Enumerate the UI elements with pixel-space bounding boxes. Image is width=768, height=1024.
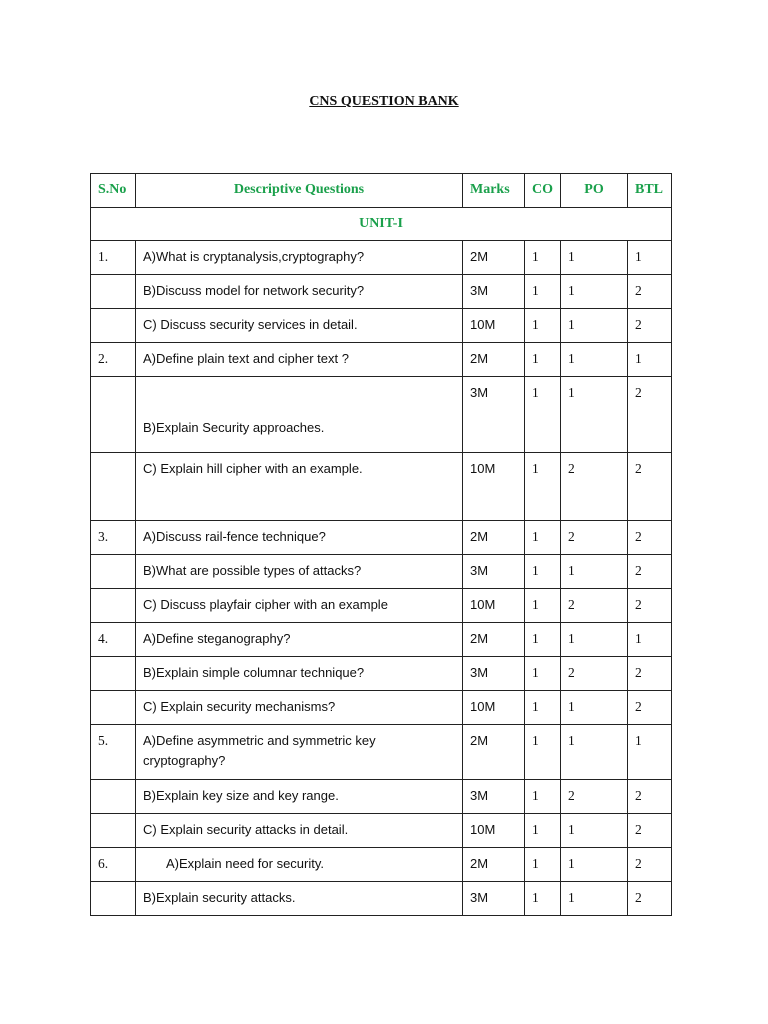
cell-sno xyxy=(91,691,136,725)
cell-co: 1 xyxy=(525,453,561,521)
cell-po: 1 xyxy=(561,241,628,275)
cell-co: 1 xyxy=(525,241,561,275)
cell-btl: 2 xyxy=(628,377,672,453)
cell-q: B)Discuss model for network security? xyxy=(136,275,463,309)
table-row xyxy=(91,623,672,657)
table-row xyxy=(91,343,672,377)
document-title xyxy=(0,94,768,110)
cell-co: 1 xyxy=(525,657,561,691)
cell-btl: 2 xyxy=(628,780,672,814)
cell-q: A)What is cryptanalysis,cryptography? xyxy=(136,241,463,275)
cell-marks: 10M xyxy=(463,691,525,725)
table-row xyxy=(91,377,672,453)
table-row xyxy=(91,521,672,555)
cell-btl: 2 xyxy=(628,848,672,882)
cell-marks: 10M xyxy=(463,453,525,521)
cell-co: 1 xyxy=(525,814,561,848)
cell-co: 1 xyxy=(525,882,561,916)
cell-po: 2 xyxy=(561,589,628,623)
cell-sno xyxy=(91,814,136,848)
header-co: CO xyxy=(525,174,561,208)
cell-btl: 2 xyxy=(628,691,672,725)
cell-po: 1 xyxy=(561,623,628,657)
cell-sno xyxy=(91,780,136,814)
table-row xyxy=(91,241,672,275)
cell-sno: 1. xyxy=(91,241,136,275)
cell-co: 1 xyxy=(525,521,561,555)
cell-sno xyxy=(91,453,136,521)
cell-co: 1 xyxy=(525,780,561,814)
cell-q: A)Define plain text and cipher text ? xyxy=(136,343,463,377)
title-text: CNS QUESTION BANK xyxy=(309,94,459,109)
table-row xyxy=(91,882,672,916)
cell-po: 1 xyxy=(561,343,628,377)
cell-marks: 2M xyxy=(463,623,525,657)
cell-q: B)Explain key size and key range. xyxy=(136,780,463,814)
table-row xyxy=(91,453,672,521)
cell-q: B)Explain security attacks. xyxy=(136,882,463,916)
table-row xyxy=(91,691,672,725)
cell-po: 1 xyxy=(561,848,628,882)
cell-btl: 2 xyxy=(628,882,672,916)
cell-po: 1 xyxy=(561,377,628,453)
cell-q: C) Discuss playfair cipher with an example xyxy=(136,589,463,623)
cell-marks: 3M xyxy=(463,275,525,309)
cell-co: 1 xyxy=(525,848,561,882)
cell-marks: 3M xyxy=(463,657,525,691)
cell-co: 1 xyxy=(525,691,561,725)
table-row xyxy=(91,657,672,691)
cell-sno xyxy=(91,657,136,691)
cell-co: 1 xyxy=(525,589,561,623)
header-sno: S.No xyxy=(91,174,136,208)
cell-btl: 2 xyxy=(628,589,672,623)
cell-co: 1 xyxy=(525,377,561,453)
cell-po: 2 xyxy=(561,657,628,691)
cell-marks: 2M xyxy=(463,848,525,882)
header-questions: Descriptive Questions xyxy=(136,174,463,208)
unit-row xyxy=(91,208,672,241)
cell-btl: 1 xyxy=(628,241,672,275)
cell-q: C) Explain security mechanisms? xyxy=(136,691,463,725)
cell-marks: 2M xyxy=(463,521,525,555)
cell-po: 1 xyxy=(561,725,628,780)
cell-btl: 2 xyxy=(628,814,672,848)
cell-q: A)Explain need for security. xyxy=(136,848,463,882)
unit-label: UNIT-I xyxy=(91,208,672,241)
table-row xyxy=(91,589,672,623)
cell-co: 1 xyxy=(525,623,561,657)
cell-sno xyxy=(91,555,136,589)
header-po: PO xyxy=(561,174,628,208)
cell-po: 1 xyxy=(561,309,628,343)
cell-marks: 3M xyxy=(463,377,525,453)
cell-sno xyxy=(91,275,136,309)
cell-sno xyxy=(91,589,136,623)
header-marks: Marks xyxy=(463,174,525,208)
cell-marks: 2M xyxy=(463,343,525,377)
table-row xyxy=(91,309,672,343)
cell-q: A)Discuss rail-fence technique? xyxy=(136,521,463,555)
table-row xyxy=(91,814,672,848)
cell-co: 1 xyxy=(525,343,561,377)
cell-sno xyxy=(91,377,136,453)
cell-co: 1 xyxy=(525,725,561,780)
cell-sno: 5. xyxy=(91,725,136,780)
cell-q: A)Define asymmetric and symmetric key cryptography? xyxy=(136,725,463,780)
cell-btl: 2 xyxy=(628,521,672,555)
cell-marks: 3M xyxy=(463,555,525,589)
header-row xyxy=(91,174,672,208)
cell-sno: 3. xyxy=(91,521,136,555)
cell-q: B)Explain simple columnar technique? xyxy=(136,657,463,691)
question-bank-table xyxy=(90,173,672,916)
table-row xyxy=(91,848,672,882)
cell-po: 1 xyxy=(561,275,628,309)
cell-q: C) Explain security attacks in detail. xyxy=(136,814,463,848)
cell-btl: 1 xyxy=(628,343,672,377)
cell-sno: 2. xyxy=(91,343,136,377)
cell-marks: 10M xyxy=(463,589,525,623)
cell-po: 1 xyxy=(561,691,628,725)
cell-po: 1 xyxy=(561,555,628,589)
cell-marks: 10M xyxy=(463,309,525,343)
cell-btl: 2 xyxy=(628,453,672,521)
cell-co: 1 xyxy=(525,555,561,589)
header-btl: BTL xyxy=(628,174,672,208)
cell-q: A)Define steganography? xyxy=(136,623,463,657)
table-row xyxy=(91,780,672,814)
cell-q: C) Discuss security services in detail. xyxy=(136,309,463,343)
cell-btl: 2 xyxy=(628,309,672,343)
cell-po: 1 xyxy=(561,814,628,848)
cell-q: B)Explain Security approaches. xyxy=(136,377,463,453)
cell-po: 2 xyxy=(561,453,628,521)
cell-btl: 2 xyxy=(628,657,672,691)
cell-marks: 3M xyxy=(463,780,525,814)
cell-sno: 4. xyxy=(91,623,136,657)
cell-po: 2 xyxy=(561,521,628,555)
cell-q: B)What are possible types of attacks? xyxy=(136,555,463,589)
cell-po: 2 xyxy=(561,780,628,814)
cell-btl: 2 xyxy=(628,555,672,589)
cell-sno xyxy=(91,882,136,916)
cell-marks: 2M xyxy=(463,241,525,275)
table-row xyxy=(91,555,672,589)
cell-sno xyxy=(91,309,136,343)
cell-btl: 1 xyxy=(628,623,672,657)
table-row xyxy=(91,275,672,309)
cell-sno: 6. xyxy=(91,848,136,882)
cell-po: 1 xyxy=(561,882,628,916)
cell-btl: 1 xyxy=(628,725,672,780)
cell-marks: 2M xyxy=(463,725,525,780)
cell-co: 1 xyxy=(525,275,561,309)
cell-co: 1 xyxy=(525,309,561,343)
cell-marks: 3M xyxy=(463,882,525,916)
cell-btl: 2 xyxy=(628,275,672,309)
table-row xyxy=(91,725,672,780)
cell-marks: 10M xyxy=(463,814,525,848)
cell-q: C) Explain hill cipher with an example. xyxy=(136,453,463,521)
